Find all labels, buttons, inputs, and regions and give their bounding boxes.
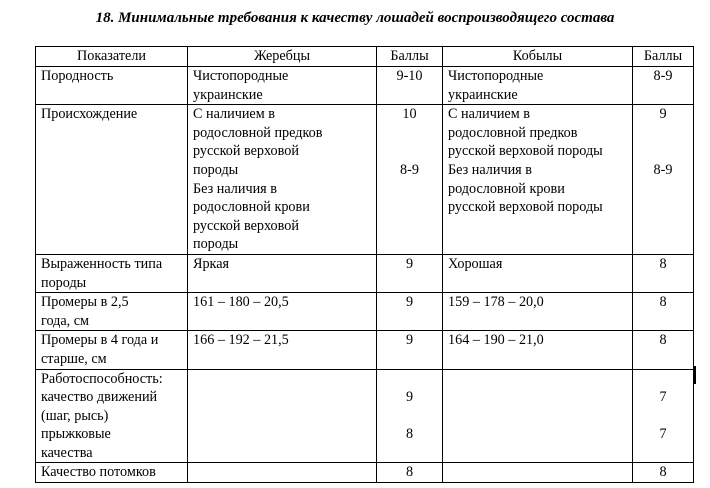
indicator-text: года, см xyxy=(41,312,90,329)
stallion-text: русской верховой xyxy=(193,143,299,160)
indicator-text: качества xyxy=(41,444,93,461)
indicator-text: Породность xyxy=(41,68,114,84)
mare-text: украинские xyxy=(448,86,518,103)
indicator-cell xyxy=(36,463,188,483)
stallion-score: 9 xyxy=(405,389,414,406)
header-stallions: Жеребцы xyxy=(188,47,377,67)
mare-text: родословной предков xyxy=(448,124,578,141)
mare-text: 159 – 178 – 20,0 xyxy=(448,294,544,311)
mare-score: 9 xyxy=(659,106,667,123)
mare-score: 8 xyxy=(659,294,667,311)
mare-text: С наличием в xyxy=(448,106,530,123)
mare-score: 8-9 xyxy=(653,161,673,178)
table-title: 18. Минимальные требования к качеству лошадей воспроизводящего состава xyxy=(95,10,615,26)
indicator-cell xyxy=(36,369,188,463)
header-mare-scores: Баллы xyxy=(633,47,694,67)
stallion-text: родословной крови xyxy=(193,199,310,216)
mare-score-cell xyxy=(633,331,694,369)
mare-text: Чистопородные xyxy=(448,68,544,84)
mare-text: русской верховой породы xyxy=(448,199,603,216)
indicator-text: Промеры в 2,5 xyxy=(41,294,129,311)
requirements-table xyxy=(35,46,694,483)
mare-score: 8 xyxy=(659,464,667,481)
stallion-text: породы xyxy=(193,161,239,178)
stallion-text: породы xyxy=(193,236,239,253)
stallion-score-cell xyxy=(377,254,443,292)
indicator-text: Качество потомков xyxy=(41,464,156,481)
table-row xyxy=(36,369,694,463)
table-row xyxy=(36,105,694,255)
stallion-score-cell xyxy=(377,463,443,483)
mare-cell xyxy=(443,369,633,463)
mare-text: русской верховой породы xyxy=(448,143,603,160)
indicator-cell xyxy=(36,254,188,292)
mare-cell xyxy=(443,293,633,331)
mare-text: 164 – 190 – 21,0 xyxy=(448,332,544,349)
indicator-cell xyxy=(36,105,188,255)
indicator-text: Работоспособность: xyxy=(41,370,163,387)
mare-score-cell xyxy=(633,105,694,255)
mare-cell xyxy=(443,67,633,105)
mare-score-cell xyxy=(633,293,694,331)
stallion-cell xyxy=(188,331,377,369)
table-row xyxy=(36,331,694,369)
mare-score: 8 xyxy=(659,332,667,349)
header-stallion-scores: Баллы xyxy=(377,47,443,67)
indicator-text: качество движений xyxy=(41,389,158,406)
mare-score: 7 xyxy=(659,389,667,406)
mare-cell xyxy=(443,254,633,292)
stallion-score-cell xyxy=(377,331,443,369)
stallion-score: 9-10 xyxy=(396,68,423,84)
mare-text: Хорошая xyxy=(448,255,503,272)
stallion-score-cell xyxy=(377,293,443,331)
stallion-cell xyxy=(188,254,377,292)
indicator-text: породы xyxy=(41,274,87,291)
mare-cell xyxy=(443,105,633,255)
stallion-cell xyxy=(188,463,377,483)
stallion-text: Яркая xyxy=(193,255,230,272)
table-row xyxy=(36,293,694,331)
table-row xyxy=(36,67,694,105)
mare-cell xyxy=(443,463,633,483)
header-mares: Кобылы xyxy=(443,47,633,67)
indicator-text: (шаг, рысь) xyxy=(41,407,109,424)
stallion-score-cell xyxy=(377,105,443,255)
stallion-cell xyxy=(188,105,377,255)
indicator-text: Выраженность типа xyxy=(41,255,163,272)
indicator-cell xyxy=(36,67,188,105)
mare-score: 8-9 xyxy=(653,68,673,84)
stallion-cell xyxy=(188,67,377,105)
stallion-score: 9 xyxy=(405,255,414,272)
stallion-score-cell xyxy=(377,67,443,105)
stallion-cell xyxy=(188,293,377,331)
stallion-score: 8 xyxy=(405,464,414,481)
mare-score: 7 xyxy=(659,426,667,443)
header-indicators: Показатели xyxy=(36,47,188,67)
mare-cell xyxy=(443,331,633,369)
indicator-text: Происхождение xyxy=(41,106,138,123)
stallion-text: Без наличия в xyxy=(193,180,277,197)
stallion-cell xyxy=(188,369,377,463)
indicator-cell xyxy=(36,293,188,331)
stallion-text: С наличием в xyxy=(193,106,275,123)
stallion-text: родословной предков xyxy=(193,124,323,141)
stallion-text: 161 – 180 – 20,5 xyxy=(193,294,289,311)
table-row xyxy=(36,463,694,483)
stallion-text: 166 – 192 – 21,5 xyxy=(193,332,289,349)
indicator-cell xyxy=(36,331,188,369)
mare-score-cell xyxy=(633,67,694,105)
stallion-text: украинские xyxy=(193,86,263,103)
stallion-score: 9 xyxy=(405,294,414,311)
mare-score-cell xyxy=(633,463,694,483)
mare-score-cell xyxy=(633,254,694,292)
stallion-score: 8-9 xyxy=(400,161,419,178)
mare-text: Без наличия в xyxy=(448,161,532,178)
mare-text: родословной крови xyxy=(448,180,565,197)
stallion-score: 10 xyxy=(402,106,417,123)
table-row xyxy=(36,254,694,292)
stallion-score: 8 xyxy=(405,426,414,443)
mare-score: 8 xyxy=(659,255,667,272)
indicator-text: прыжковые xyxy=(41,426,111,443)
border-artifact xyxy=(694,366,696,384)
mare-score-cell xyxy=(633,369,694,463)
stallion-score: 9 xyxy=(405,332,414,349)
indicator-text: старше, см xyxy=(41,350,107,367)
stallion-score-cell xyxy=(377,369,443,463)
stallion-text: Чистопородные xyxy=(193,68,289,84)
indicator-text: Промеры в 4 года и xyxy=(41,332,159,349)
stallion-text: русской верховой xyxy=(193,217,299,234)
header-row xyxy=(36,47,694,67)
